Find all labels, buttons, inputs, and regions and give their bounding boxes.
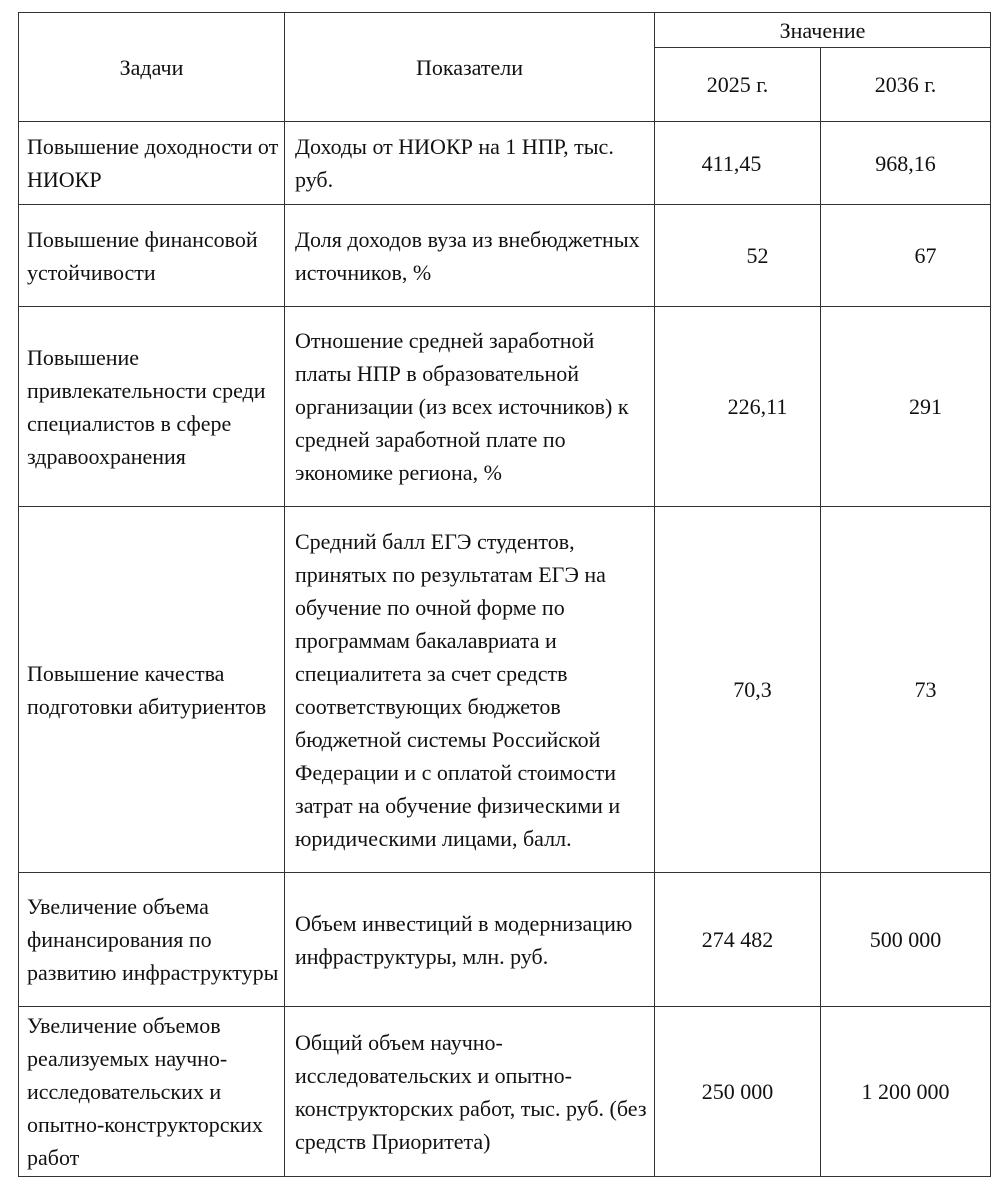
value-2025-cell: 274 482 <box>655 873 821 1007</box>
indicator-cell: Объем инвестиций в модернизацию инфраструктуры, млн. руб. <box>285 873 655 1007</box>
header-year-2036: 2036 г. <box>821 48 991 122</box>
header-year-2025: 2025 г. <box>655 48 821 122</box>
task-cell: Увеличение объема финансирования по развитию инфраструктуры <box>19 873 285 1007</box>
document-page <box>18 12 991 1177</box>
value-2025-cell: 250 000 <box>655 1007 821 1177</box>
table-row <box>19 507 991 873</box>
indicator-cell: Доходы от НИОКР на 1 НПР, тыс. руб. <box>285 122 655 205</box>
value-2036-cell: 291 <box>821 307 991 507</box>
task-cell: Увеличение объемов реализуемых научно-исследовательских и опытно-конструкторских работ <box>19 1007 285 1177</box>
value-2036-cell: 968,16 <box>821 122 991 205</box>
table-row <box>19 122 991 205</box>
table-row <box>19 873 991 1007</box>
header-value: Значение <box>655 13 991 48</box>
header-tasks: Задачи <box>19 13 285 122</box>
value-2036-cell: 500 000 <box>821 873 991 1007</box>
value-2036-cell: 67 <box>821 205 991 307</box>
task-cell: Повышение качества подготовки абитуриентов <box>19 507 285 873</box>
table-row <box>19 205 991 307</box>
indicator-cell: Доля доходов вуза из внебюджетных источников, % <box>285 205 655 307</box>
header-row-1 <box>19 13 991 48</box>
value-2025-cell: 411,45 <box>655 122 821 205</box>
table-row <box>19 307 991 507</box>
value-2036-cell: 73 <box>821 507 991 873</box>
value-2025-cell: 70,3 <box>655 507 821 873</box>
indicator-cell: Средний балл ЕГЭ студентов, принятых по результатам ЕГЭ на обучение по очной форме по программам бакалавриата и специалитета за счет средств соответствующих бюджетов бюджетной системы Российской Федерации и с оплатой стоимости затрат на обучение физическими и юридическими лицами, балл. <box>285 507 655 873</box>
value-2025-cell: 226,11 <box>655 307 821 507</box>
value-2025-cell: 52 <box>655 205 821 307</box>
task-cell: Повышение доходности от НИОКР <box>19 122 285 205</box>
task-cell: Повышение привлекательности среди специалистов в сфере здравоохранения <box>19 307 285 507</box>
table-row <box>19 1007 991 1177</box>
indicators-table <box>18 12 991 1177</box>
value-2036-cell: 1 200 000 <box>821 1007 991 1177</box>
task-cell: Повышение финансовой устойчивости <box>19 205 285 307</box>
indicator-cell: Общий объем научно-исследовательских и опытно-конструкторских работ, тыс. руб. (без средств Приоритета) <box>285 1007 655 1177</box>
indicator-cell: Отношение средней заработной платы НПР в образовательной организации (из всех источников) к средней заработной плате по экономике региона, % <box>285 307 655 507</box>
header-indicators: Показатели <box>285 13 655 122</box>
